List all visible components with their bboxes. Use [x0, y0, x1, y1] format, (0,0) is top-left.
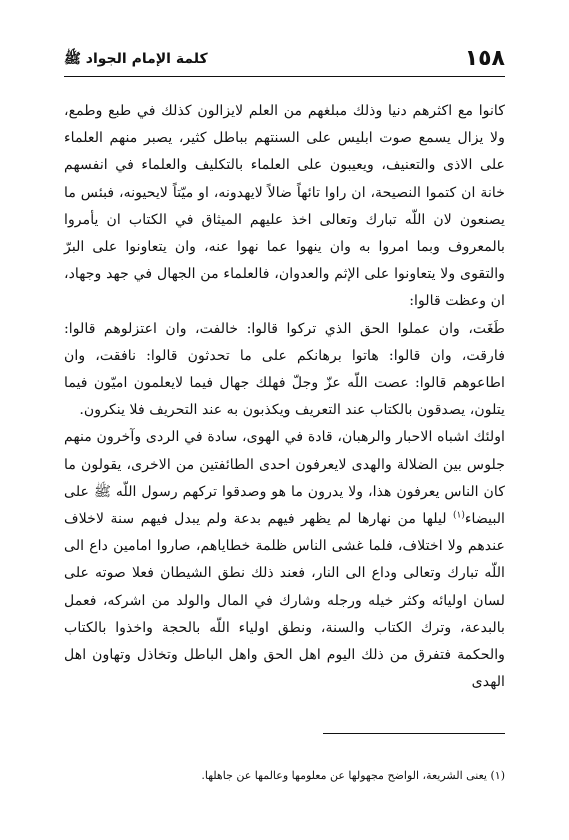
- header-divider: [64, 76, 505, 77]
- main-text: [64, 98, 505, 696]
- footnote-marker[interactable]: (١): [453, 510, 465, 521]
- footnote: (١) يعنى الشريعة، الواضح مجهولها عن معلومها وعالمها عن جاهلها.: [201, 769, 505, 782]
- paragraph-text: اولئك اشباه الاحبار والرهبان، قادة في الهوى، سادة في الردى وآخرون منهم جلوس بين الضلالة والهدى لايعرفون احدى الطائفتين من الاخرى، يقولون ما كان الناس يعرفون هذا، ولا يدرون ما هو وصدقوا تركهم رسول اللّه ﷺ على البيضاء: [64, 429, 505, 528]
- paragraph: طَغَت، وان عملوا الحق الذي تركوا قالوا: خالفت، وان اعتزلوهم قالوا: فارقت، وان قالوا: هاتوا برهانكم على ما تحدثون قالوا: نافقت، وان اطاعوهم قالوا: عصت اللّه عزّ وجلّ فهلك جهال فيما لايعلمون اميّون فيما يتلون، يصدقون بالكتاب عند التعريف ويكذبون به عند التحريف فلا ينكرون.: [64, 320, 505, 419]
- running-title: كلمة الإمام الجواد ﷺ: [64, 51, 208, 67]
- paragraph: كانوا مع اكثرهم دنيا وذلك مبلغهم من العلم لايزالون كذلك في طبع وطمع، ولا يزال يسمع صوت ابليس على السنتهم بباطل كثير، يصبر منهم العلماء على الاذى والتعنيف، ويعيبون على العلماء بالتكليف والعلماء في انفسهم خانة ان كتموا النصيحة، ان راوا تائهاً ضالاً لايهدونه، او ميّتاً لايحيونه، فبئس ما يصنعون لان اللّه تبارك وتعالى اخذ عليهم الميثاق في الكتاب ان يأمروا بالمعروف وبما امروا به وان ينهوا عما نهوا عنه، وان يتعاونوا على البرّ والتقوى ولا يتعاونوا على الإثم والعدوان، فالعلماء من الجهال في جهد وجهاد، ان وعظت قالوا:: [64, 103, 505, 310]
- paragraph-text: ليلها من نهارها لم يظهر فيهم بدعة ولم يبدل فيهم سنة لاخلاف عندهم ولا اختلاف، فلما غشى الناس ظلمة خطاياهم، صاروا امامين داع الى اللّه تبارك وتعالى وداع الى النار، فعند ذلك نطق الشيطان فعلا صوته على لسان اوليائه وكثر خيله ورجله وشارك في المال والولد من اشركه، فعمل بالبدعة، وترك الكتاب والسنة، ونطق اولياء اللّه بالحجة واخذوا بالكتاب والحكمة فتفرق من ذلك اليوم اهل الحق واهل الباطل وتخاذل وتهاون اهل الهدى: [64, 511, 505, 691]
- page-header: [64, 46, 505, 72]
- footnote-divider: [323, 733, 505, 734]
- page-number: ١٥٨: [464, 46, 505, 71]
- paragraph: [64, 424, 505, 696]
